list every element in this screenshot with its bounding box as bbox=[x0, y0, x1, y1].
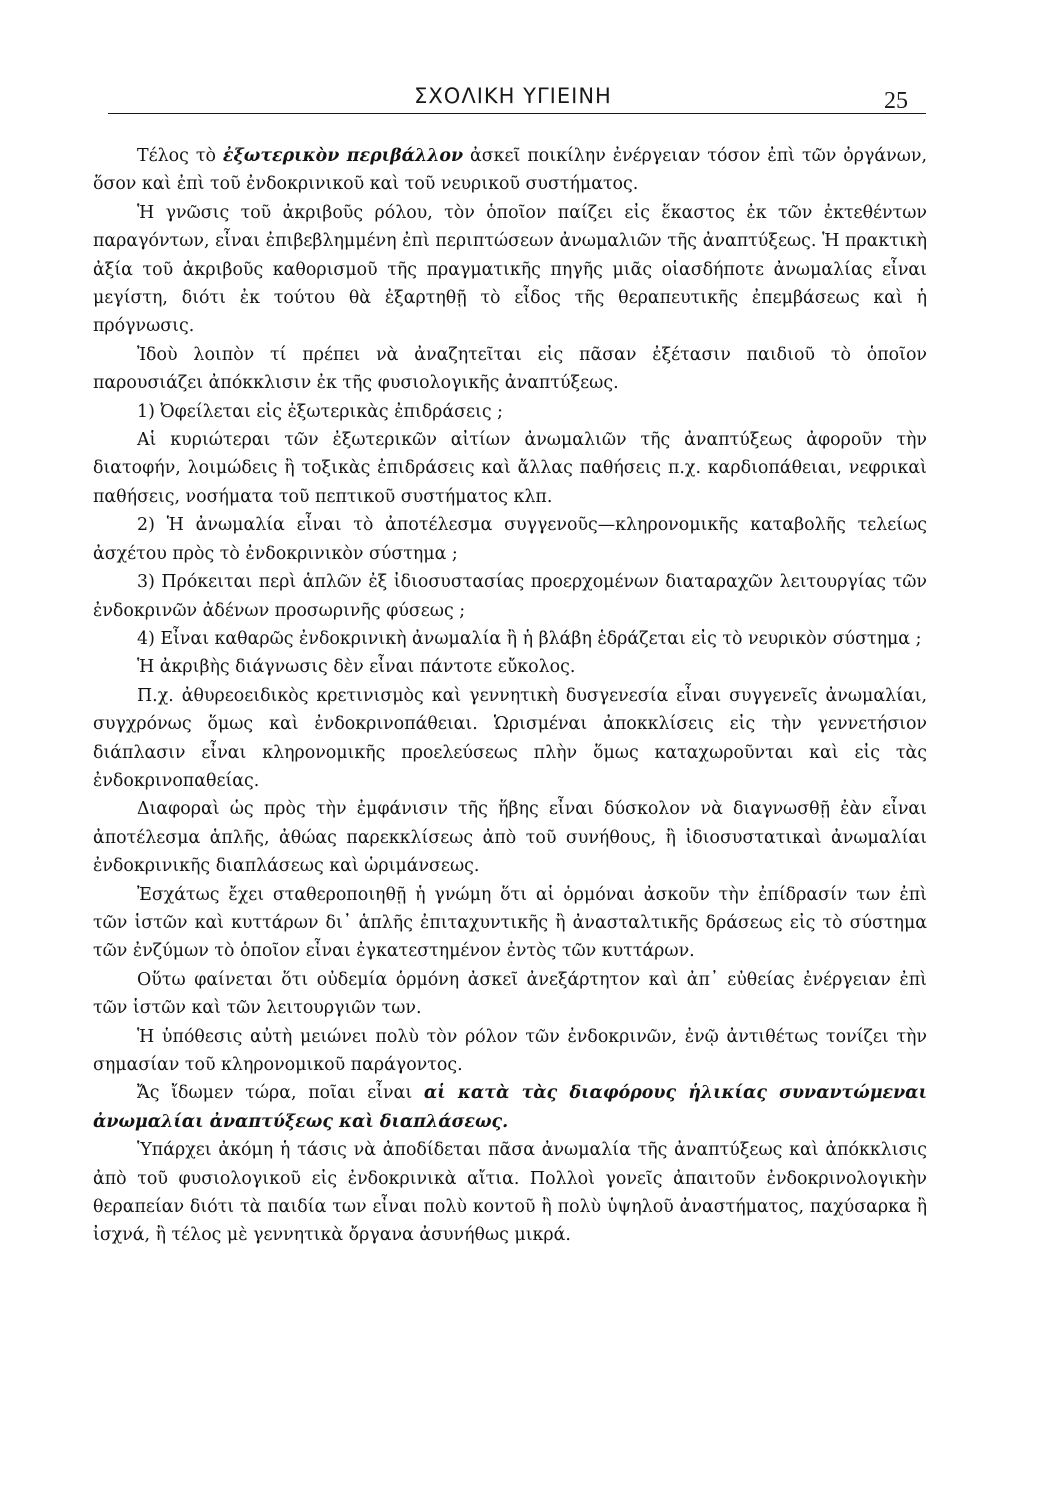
question-4: 4) Εἶναι καθαρῶς ἐνδοκρινικὴ ἀνωμαλία ἢ ἡ βλάβη ἑδράζεται εἰς τὸ νευρικὸν σύστημα ; bbox=[137, 628, 922, 649]
paragraph-13: Οὕτω φαίνεται ὅτι οὐδεμία ὁρμόνη ἀσκεῖ ἀνεξάρτητον καὶ ἀπ᾽ εὐθείας ἐνέργειαν ἐπὶ τῶν ἱστῶν καὶ τῶν λειτουργιῶν των. bbox=[93, 969, 927, 1019]
question-1: 1) Ὀφείλεται εἰς ἐξωτερικὰς ἐπιδράσεις ; bbox=[137, 401, 503, 422]
paragraph-5: Αἱ κυριώτεραι τῶν ἐξωτερικῶν αἰτίων ἀνωμαλιῶν τῆς ἀναπτύξεως ἀφοροῦν τὴν διατοφήν, λοιμώδεις ἢ τοξικὰς ἐπιδράσεις καὶ ἄλλας παθήσεις π.χ. καρδιοπάθειαι, νεφρικαὶ παθήσεις, νοσήματα τοῦ πεπτικοῦ συστήματος κλπ. bbox=[93, 430, 927, 507]
paragraph-9: Ἡ ἀκριβὴς διάγνωσις δὲν εἶναι πάντοτε εὔκολος. bbox=[137, 657, 576, 678]
question-3: 3) Πρόκειται περὶ ἁπλῶν ἐξ ἰδιοσυστασίας προερχομένων διαταραχῶν λειτουργίας τῶν ἐνδοκρινῶν ἀδένων προσωρινῆς φύσεως ; bbox=[93, 572, 927, 621]
emphasis-age-anomalies: αἱ κατὰ τὰς διαφόρους ἡλικίας συναντώμεναι ἀνωμαλίαι ἀναπτύξεως καὶ διαπλάσεως. bbox=[93, 1083, 927, 1132]
running-title: ΣΧΟΛΙΚΗ ΥΓΙΕΙΝΗ bbox=[414, 84, 612, 108]
paragraph-15 bbox=[93, 1079, 927, 1136]
page-number: 25 bbox=[884, 88, 908, 114]
body-text bbox=[93, 142, 927, 1250]
running-head bbox=[100, 84, 926, 114]
question-2: 2) Ἡ ἀνωμαλία εἶναι τὸ ἀποτέλεσμα συγγενοῦς—κληρονομικῆς καταβολῆς τελείως ἀσχέτου πρὸς τὸ ἐνδοκρινικὸν σύστημα ; bbox=[93, 515, 927, 564]
paragraph-2: Ἡ γνῶσις τοῦ ἀκριβοῦς ρόλου, τὸν ὁποῖον παίζει εἰς ἕκαστος ἐκ τῶν ἐκτεθέντων παραγόντων, εἶναι ἐπιβεβλημμένη ἐπὶ περιπτώσεων ἀνωμαλιῶν τῆς ἀναπτύξεως. Ἡ πρακτικὴ ἀξία τοῦ ἀκριβοῦς καθορισμοῦ τῆς πραγματικῆς πηγῆς μιᾶς οἱασδήποτε ἀνωμαλίας εἶναι μεγίστη, διότι ἐκ τούτου θὰ ἐξαρτηθῇ τὸ εἶδος τῆς θεραπευτικῆς ἐπεμβάσεως καὶ ἡ πρόγνωσις. bbox=[93, 202, 927, 337]
paragraph-15-lead: Ἄς ἴδωμεν τώρα, ποῖαι εἶναι bbox=[137, 1083, 424, 1104]
paragraph-10: Π.χ. ἀθυρεοειδικὸς κρετινισμὸς καὶ γεννητικὴ δυσγενεσία εἶναι συγγενεῖς ἀνωμαλίαι, συγχρόνως ὅμως καὶ ἐνδοκρινοπάθειαι. Ὡρισμέναι ἀποκκλίσεις εἰς τὴν γεννετήσιον διάπλασιν εἶναι κληρονομικῆς προελεύσεως πλὴν ὅμως καταχωροῦνται καὶ εἰς τὰς ἐνδοκρινοπαθείας. bbox=[93, 685, 927, 791]
paragraph-1-rest: ἀσκεῖ ποικίλην ἐνέργειαν τόσον ἐπὶ τῶν ὀργάνων, ὅσον καὶ ἐπὶ τοῦ ἐνδοκρινικοῦ καὶ τοῦ νευρικοῦ συστήματος. bbox=[93, 146, 927, 195]
paragraph-1 bbox=[93, 142, 927, 199]
paragraph-12: Ἐσχάτως ἔχει σταθεροποιηθῇ ἡ γνώμη ὅτι αἱ ὁρμόναι ἀσκοῦν τὴν ἐπίδρασίν των ἐπὶ τῶν ἱστῶν καὶ κυττάρων δι᾽ ἁπλῆς ἐπιταχυντικῆς ἢ ἀνασταλτικῆς δράσεως εἰς τὸ σύστημα τῶν ἐνζύμων τὸ ὁποῖον εἶναι ἐγκατεστημένον ἐντὸς τῶν κυττάρων. bbox=[93, 884, 927, 962]
header-rule bbox=[108, 113, 926, 114]
paragraph-3: Ἰδοὺ λοιπὸν τί πρέπει νὰ ἀναζητεῖται εἰς πᾶσαν ἐξέτασιν παιδιοῦ τὸ ὁποῖον παρουσιάζει ἀπόκκλισιν ἐκ τῆς φυσιολογικῆς ἀναπτύξεως. bbox=[93, 344, 927, 394]
paragraph-1-lead: Τέλος τὸ bbox=[137, 146, 223, 166]
paragraph-16: Ὑπάρχει ἀκόμη ἡ τάσις νὰ ἀποδίδεται πᾶσα ἀνωμαλία τῆς ἀναπτύξεως καὶ ἀπόκκλισις ἀπὸ τοῦ φυσιολογικοῦ εἰς ἐνδοκρινικὰ αἴτια. Πολλοὶ γονεῖς ἀπαιτοῦν ἐνδοκρινολογικὴν θεραπείαν διότι τὰ παιδία των εἶναι πολὺ κοντοῦ ἢ πολὺ ὑψηλοῦ ἀναστήματος, παχύσαρκα ἢ ἰσχνά, ἢ τέλος μὲ γεννητικὰ ὄργανα ἀσυνήθως μικρά. bbox=[93, 1140, 927, 1246]
emphasis-external-environment: ἐξωτερικὸν περιβάλλον bbox=[222, 146, 464, 166]
paragraph-14: Ἡ ὑπόθεσις αὐτὴ μειώνει πολὺ τὸν ρόλον τῶν ἐνδοκρινῶν, ἐνῷ ἀντιθέτως τονίζει τὴν σημασίαν τοῦ κληρονομικοῦ παράγοντος. bbox=[93, 1026, 927, 1075]
paragraph-11: Διαφοραὶ ὡς πρὸς τὴν ἐμφάνισιν τῆς ἥβης εἶναι δύσκολον νὰ διαγνωσθῇ ἐὰν εἶναι ἀποτέλεσμα ἁπλῆς, ἀθώας παρεκκλίσεως ἀπὸ τοῦ συνήθους, ἢ ἰδιοσυστατικαὶ ἀνωμαλίαι ἐνδοκρινικῆς διαπλάσεως καὶ ὡριμάνσεως. bbox=[93, 799, 927, 877]
